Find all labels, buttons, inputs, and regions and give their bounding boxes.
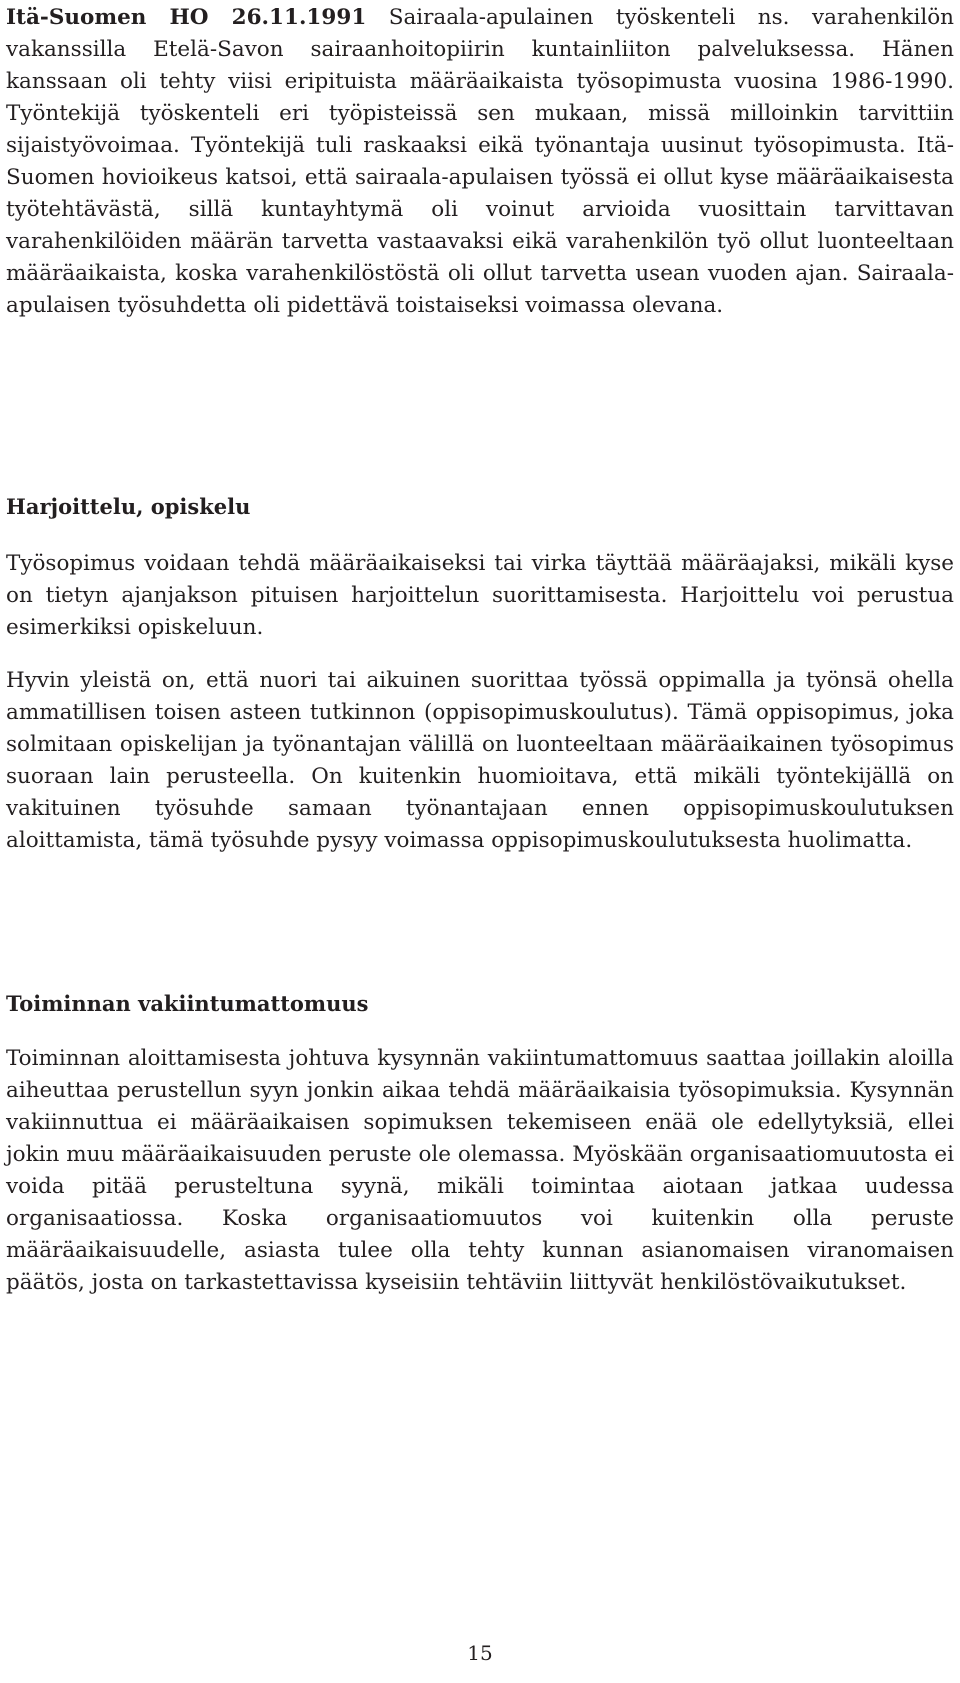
harjoittelu-paragraph-1: Työsopimus voidaan tehdä määräaikaiseksi tai virka täyttää määräajaksi, mikäli kyse on tietyn ajanjakson pituisen harjoittelun suorittamisesta. Harjoittelu voi perustua esimerkiksi opiskeluun. <box>6 551 954 640</box>
case-reference: Itä-Suomen HO 26.11.1991 <box>6 5 367 30</box>
page-number: 15 <box>467 1641 493 1665</box>
section-heading-harjoittelu: Harjoittelu, opiskelu <box>6 494 251 519</box>
toiminnan-paragraph-1: Toiminnan aloittamisesta johtuva kysynnän vakiintumattomuus saattaa joillakin aloilla aiheuttaa perustellun syyn jonkin aikaa tehdä määräaikaisia työsopimuksia. Kysynnän vakiinnuttua ei määräaikaisen sopimuksen tekemiseen enää ole edellytyksiä, ellei jokin muu määräaikaisuuden peruste ole olemassa. Myöskään organisaatiomuutosta ei voida pitää perusteltuna syynä, mikäli toimintaa aiotaan jatkaa uudessa organisaatiossa. Koska organisaatiomuutos voi kuitenkin olla peruste määräaikaisuudelle, asiasta tulee olla tehty kunnan asianomaisen viranomaisen päätös, josta on tarkastettavissa kyseisiin tehtäviin liittyvät henkilöstövaikutukset. <box>6 1046 954 1295</box>
section-heading-toiminnan: Toiminnan vakiintumattomuus <box>6 991 369 1016</box>
harjoittelu-paragraph-2: Hyvin yleistä on, että nuori tai aikuinen suorittaa työssä oppimalla ja työnsä ohella ammatillisen toisen asteen tutkinnon (oppisopimuskoulutus). Tämä oppisopimus, joka solmitaan opiskelijan ja työnantajan välillä on luonteeltaan määräaikainen työsopimus suoraan lain perusteella. On kuitenkin huomioitava, että mikäli työntekijällä on vakituinen työsuhde samaan työnantajaan ennen oppisopimuskoulutuksen aloittamista, tämä työsuhde pysyy voimassa oppisopimuskoulutuksesta huolimatta. <box>6 668 954 853</box>
case-paragraph <box>6 2 954 322</box>
case-text: Sairaala-apulainen työskenteli ns. varahenkilön vakanssilla Etelä-Savon sairaanhoitopiirin kuntainliiton palveluksessa. Hänen kanssaan oli tehty viisi eripituista määräaikaista työsopimusta vuosina 1986-1990. Työntekijä työskenteli eri työpisteissä sen mukaan, missä milloinkin tarvittiin sijaistyövoimaa. Työntekijä tuli raskaaksi eikä työnantaja uusinut työsopimusta. Itä-Suomen hovioikeus katsoi, että sairaala-apulaisen työssä ei ollut kyse määräaikaisesta työtehtävästä, sillä kuntayhtymä oli voinut arvioida vuosittain tarvittavan varahenkilöiden määrän tarvetta vastaavaksi eikä varahenkilön työ ollut luonteeltaan määräaikaista, koska varahenkilöstöstä oli ollut tarvetta usean vuoden ajan. Sairaala-apulaisen työsuhdetta oli pidettävä toistaiseksi voimassa olevana. <box>6 5 954 318</box>
